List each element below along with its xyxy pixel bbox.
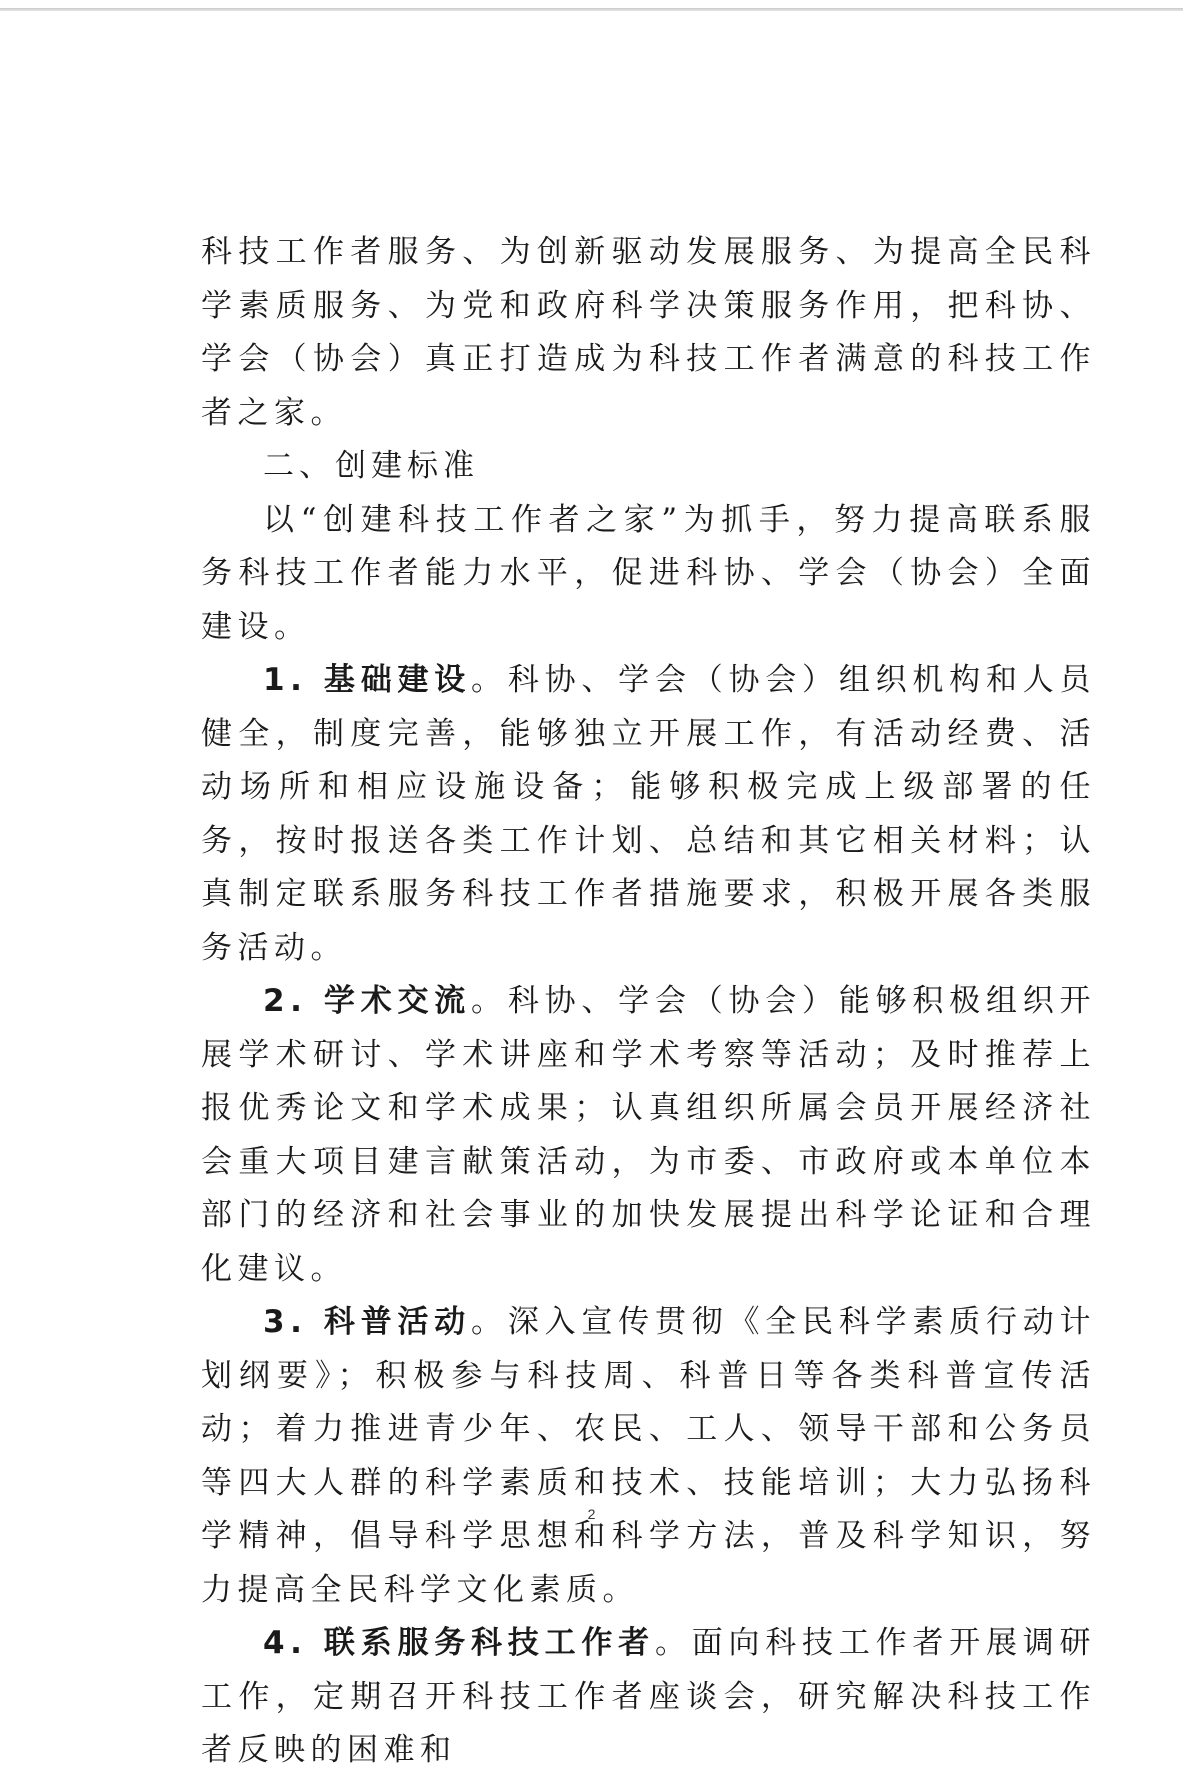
item-lead-1: 1. 基础建设 [263,662,472,698]
item-paragraph-1 [201,654,1096,975]
item-lead-3: 3. 科普活动 [263,1304,472,1340]
item-text-4: 。面向科技工作者开展调研工作，定期召开科技工作者座谈会，研究解决科技工作者反映的困难和 [201,1625,1097,1768]
item-paragraph-4 [201,1617,1096,1778]
intro-paragraph: 科技工作者服务、为创新驱动发展服务、为提高全民科学素质服务、为党和政府科学决策服务作用，把科协、学会（协会）真正打造成为科技工作者满意的科技工作者之家。 [201,234,1096,431]
section-intro-paragraph: 以“创建科技工作者之家”为抓手，努力提高联系服务科技工作者能力水平，促进科协、学会（协会）全面建设。 [201,501,1096,645]
item-paragraph-2 [201,975,1096,1296]
item-lead-4: 4. 联系服务科技工作者 [263,1625,655,1661]
page-number: 2 [587,1506,596,1522]
item-lead-2: 2. 学术交流 [263,983,472,1019]
item-paragraph-3 [201,1296,1096,1617]
item-text-1: 。科协、学会（协会）组织机构和人员健全，制度完善，能够独立开展工作，有活动经费、活动场所和相应设施设备；能够积极完成上级部署的任务，按时报送各类工作计划、总结和其它相关材料；认真制定联系服务科技工作者措施要求，积极开展各类服务活动。 [201,662,1097,966]
item-text-2: 。科协、学会（协会）能够积极组织开展学术研讨、学术讲座和学术考察等活动；及时推荐上报优秀论文和学术成果；认真组织所属会员开展经济社会重大项目建言献策活动，为市委、市政府或本单位本部门的经济和社会事业的加快发展提出科学论证和合理化建议。 [201,983,1097,1287]
document-body [201,226,1096,1778]
section-heading: 二、创建标准 [263,448,479,484]
item-text-3: 。深入宣传贯彻《全民科学素质行动计划纲要》；积极参与科技周、科普日等各类科普宣传活动；着力推进青少年、农民、工人、领导干部和公务员等四大人群的科学素质和技术、技能培训；大力弘扬科学精神，倡导科学思想和科学方法，普及科学知识，努力提高全民科学文化素质。 [201,1304,1097,1608]
scan-edge-rule [0,8,1183,11]
